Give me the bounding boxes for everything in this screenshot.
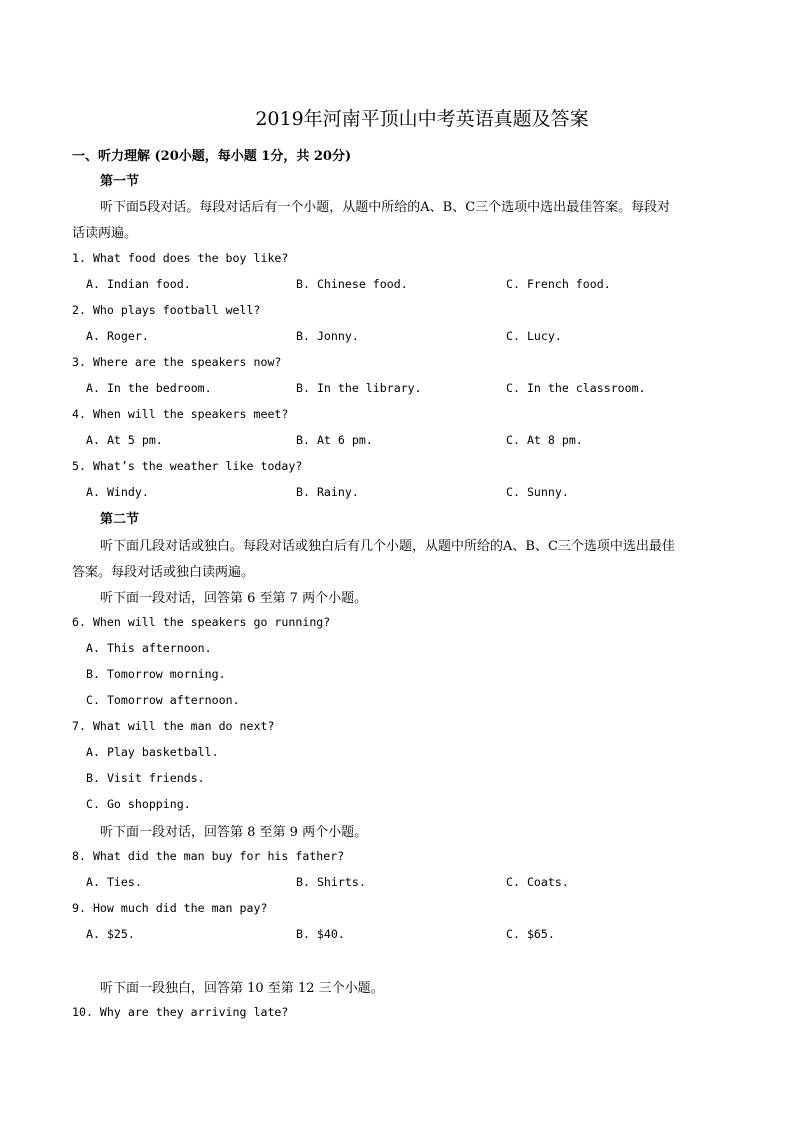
question-1: 1. What food does the boy like? [72,251,289,265]
question-4-option-a: A. At 5 pm. [86,433,163,447]
page-title: 2019年河南平顶山中考英语真题及答案 [255,108,589,130]
section2-instruction-line1: 听下面几段对话或独白。每段对话或独白后有几个小题，从题中所给的A、B、C三个选项中选出最佳 [100,539,675,554]
question-10: 10. Why are they arriving late? [72,1005,289,1019]
question-3-option-a: A. In the bedroom. [86,381,212,395]
question-7-option-c: C. Go shopping. [86,797,191,811]
question-6-option-b: B. Tomorrow morning. [86,667,226,681]
question-6: 6. When will the speakers go running? [72,615,331,629]
question-2-option-a: A. Roger. [86,329,149,343]
question-3-option-b: B. In the library. [296,381,422,395]
question-6-option-c: C. Tomorrow afternoon. [86,693,240,707]
question-5-option-a: A. Windy. [86,485,149,499]
question-3-option-c: C. In the classroom. [506,381,646,395]
section1-instruction-line1: 听下面5段对话。每段对话后有一个小题，从题中所给的A、B、C三个选项中选出最佳答案。每段对 [100,200,671,215]
section1-instruction-line2: 话读两遍。 [72,226,138,241]
question-1-option-c: C. French food. [506,277,611,291]
section2-label: 第二节 [100,512,140,527]
question-9-option-c: C. $65. [506,927,555,941]
question-7-option-b: B. Visit friends. [86,771,205,785]
section2-instruction-line2: 答案。每段对话或独白读两遍。 [72,565,255,580]
section1-label: 第一节 [100,174,140,189]
question-4: 4. When will the speakers meet? [72,407,289,421]
question-5-option-b: B. Rainy. [296,485,359,499]
question-8-option-b: B. Shirts. [296,875,366,889]
question-9-option-a: A. $25. [86,927,135,941]
question-2: 2. Who plays football well? [72,303,261,317]
question-3: 3. Where are the speakers now? [72,355,282,369]
question-2-option-c: C. Lucy. [506,329,562,343]
question-5: 5. What’s the weather like today? [72,459,303,473]
prompt-q8-9: 听下面一段对话，回答第 8 至第 9 两个小题。 [100,825,368,840]
question-4-option-c: C. At 8 pm. [506,433,583,447]
prompt-q6-7: 听下面一段对话，回答第 6 至第 7 两个小题。 [100,591,368,606]
question-8: 8. What did the man buy for his father? [72,849,345,863]
question-5-option-c: C. Sunny. [506,485,569,499]
question-1-option-a: A. Indian food. [86,277,191,291]
prompt-q10-12: 听下面一段独白，回答第 10 至第 12 三个小题。 [100,981,384,996]
question-9: 9. How much did the man pay? [72,901,268,915]
question-9-option-b: B. $40. [296,927,345,941]
question-1-option-b: B. Chinese food. [296,277,408,291]
question-7: 7. What will the man do next? [72,719,275,733]
question-4-option-b: B. At 6 pm. [296,433,373,447]
question-7-option-a: A. Play basketball. [86,745,219,759]
part1-heading: 一、听力理解 (20小题，每小题 1分，共 20分) [72,149,352,164]
question-2-option-b: B. Jonny. [296,329,359,343]
question-8-option-a: A. Ties. [86,875,142,889]
question-8-option-c: C. Coats. [506,875,569,889]
question-6-option-a: A. This afternoon. [86,641,212,655]
